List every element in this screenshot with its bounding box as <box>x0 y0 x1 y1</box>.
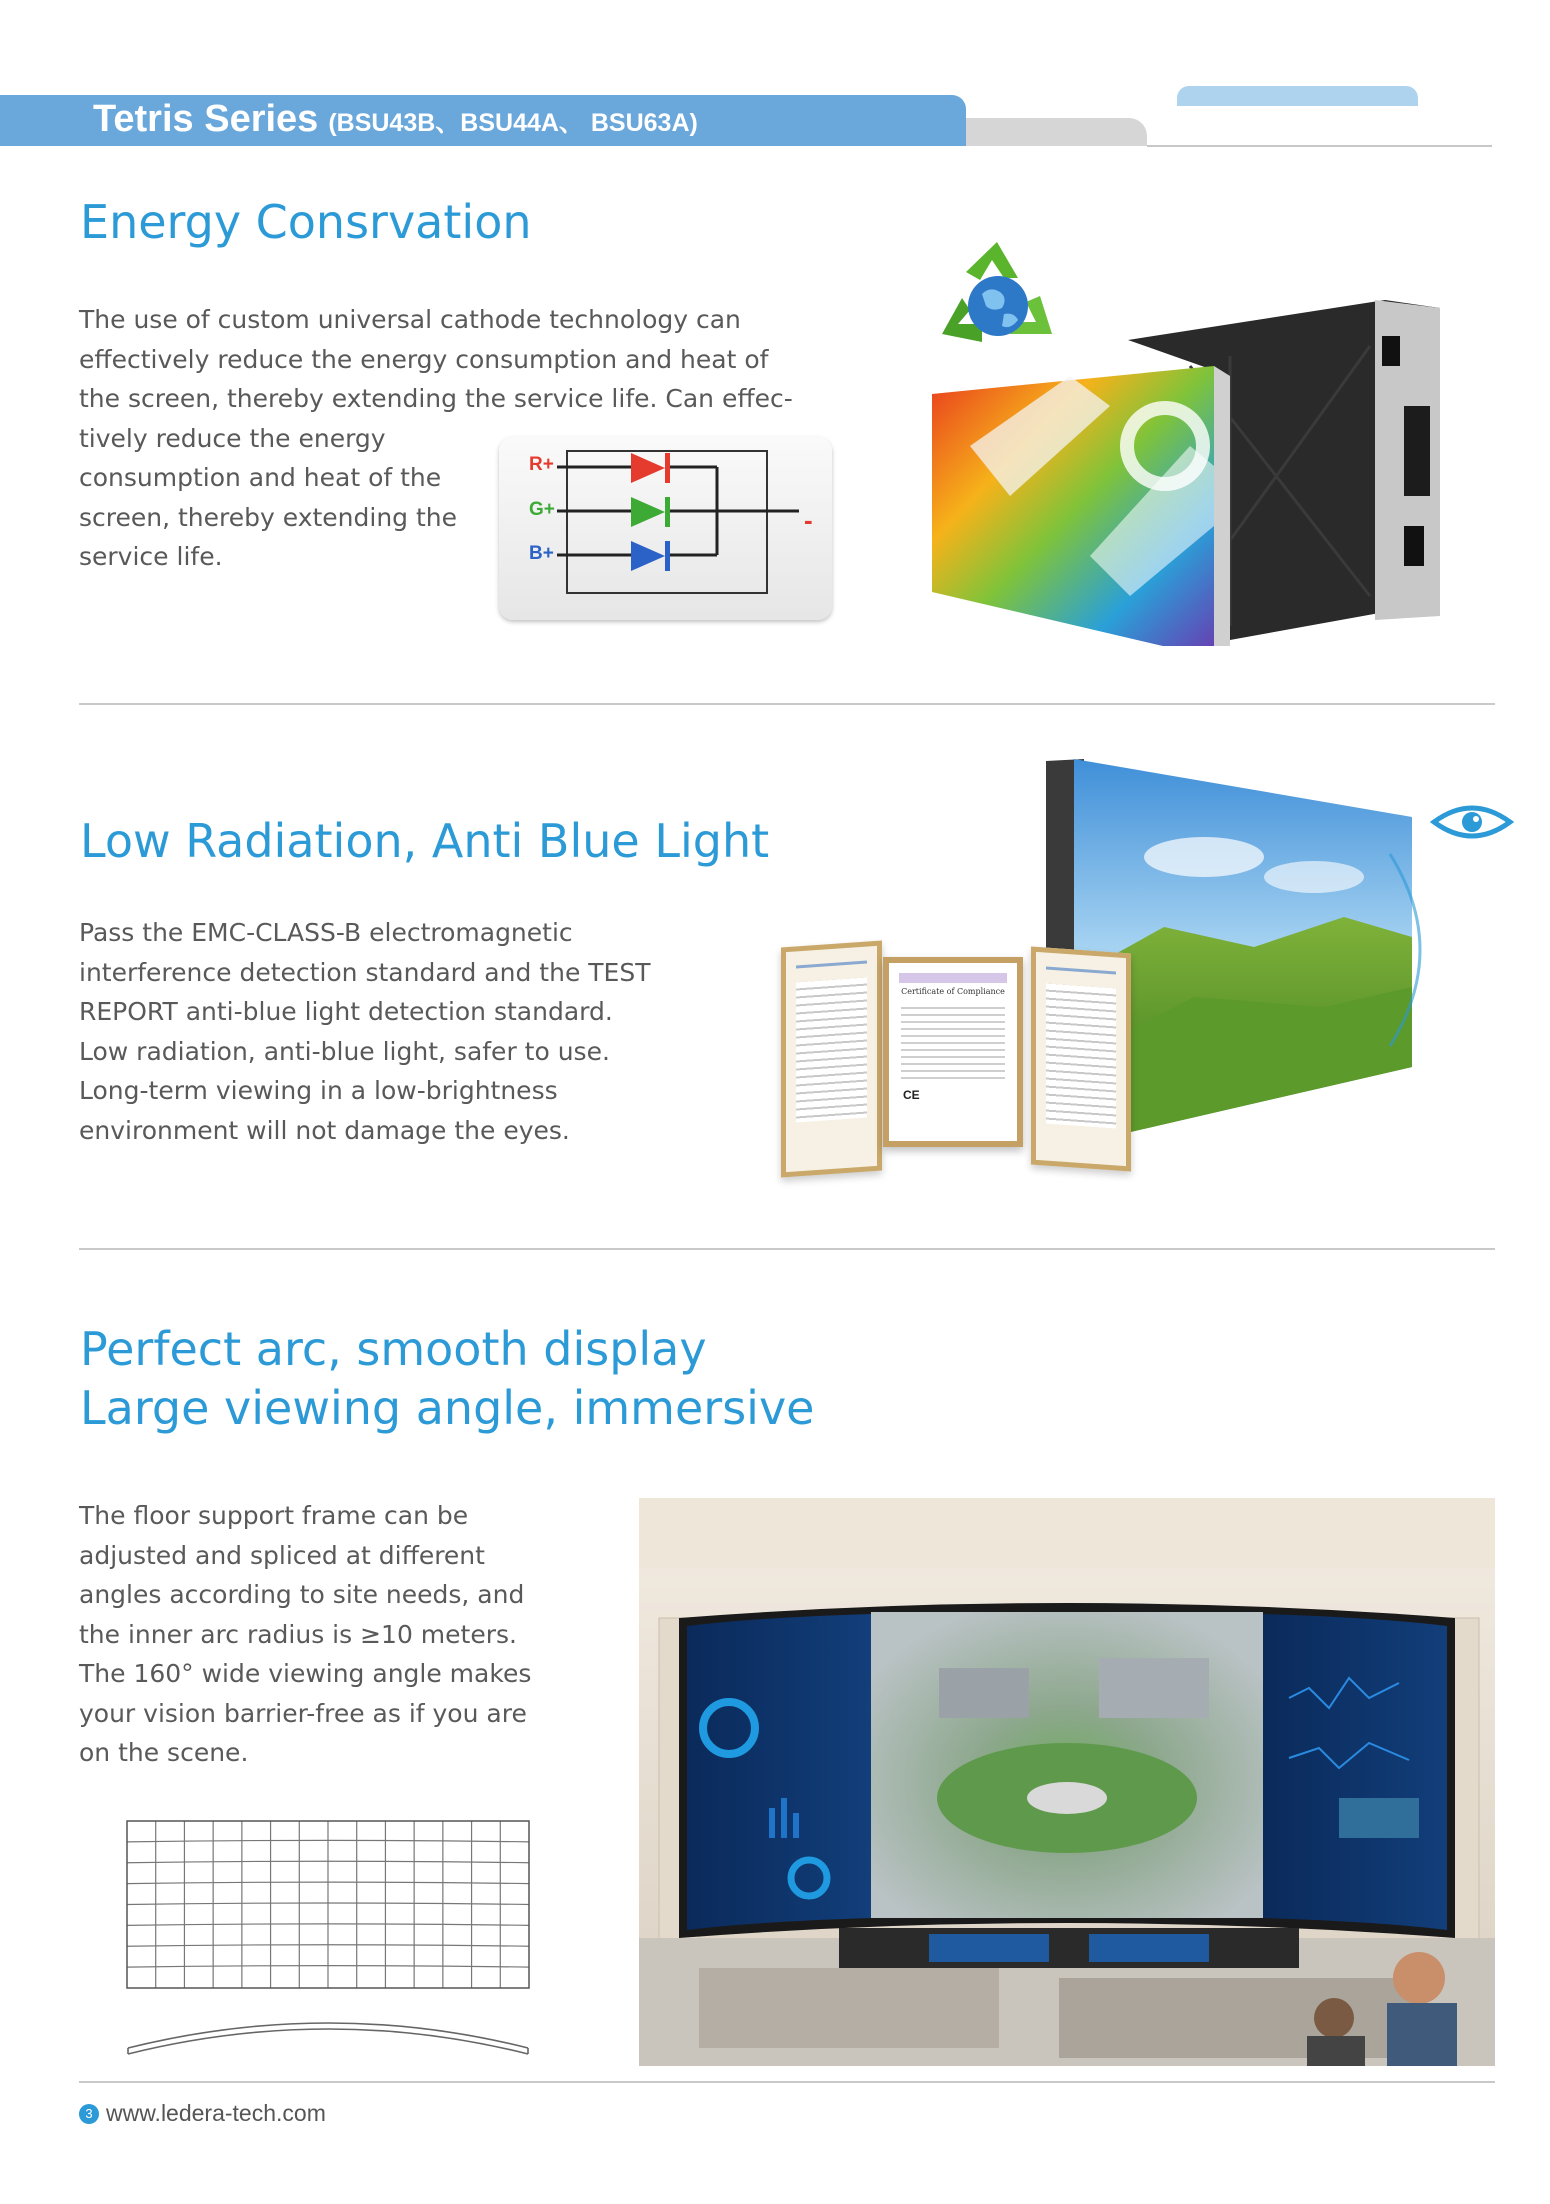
ce-mark: CE <box>903 1088 920 1102</box>
certificate-of-compliance <box>883 957 1023 1147</box>
body-line: The 160° wide viewing angle makes <box>79 1659 532 1688</box>
viewing-arc-icon <box>1382 850 1452 1050</box>
section-body-arc <box>79 1496 531 1773</box>
body-line: your vision barrier-free as if you are <box>79 1698 527 1728</box>
body-line: The floor support frame can be <box>79 1501 469 1530</box>
section-divider <box>79 1248 1495 1250</box>
arc-profile-icon <box>124 2002 534 2056</box>
body-line: angles according to site needs, and <box>79 1580 525 1609</box>
body-line: screen, thereby extending the <box>79 502 458 532</box>
section-body-radiation <box>79 913 650 1150</box>
cathode-circuit-icon <box>499 437 832 620</box>
title-line: Perfect arc, smooth display <box>80 1322 707 1376</box>
certificate-title: Certificate of Compliance <box>901 987 1005 996</box>
body-line: service life. <box>79 542 223 571</box>
led-cabinet-image <box>930 296 1445 646</box>
control-room-image <box>639 1498 1495 2066</box>
series-models: (BSU43B、BSU44A、 BSU63A) <box>328 109 698 137</box>
footer-url-link[interactable]: www.ledera-tech.com <box>106 2100 326 2126</box>
body-line: environment will not damage the eyes. <box>79 1115 570 1145</box>
test-report-left <box>781 940 882 1177</box>
eye-icon <box>1430 800 1515 845</box>
test-report-right <box>1031 947 1131 1172</box>
title-line: Large viewing angle, immersive <box>80 1381 815 1435</box>
body-line: Pass the EMC-CLASS-B electromagnetic <box>79 918 573 947</box>
section-title-arc <box>80 1320 814 1438</box>
common-cathode-diagram <box>499 437 832 620</box>
body-line: The use of custom universal cathode technology can <box>79 305 741 334</box>
body-line: on the scene. <box>79 1738 249 1767</box>
body-line: REPORT anti-blue light detection standard. <box>79 997 613 1026</box>
body-line: adjusted and spliced at different <box>79 1540 485 1570</box>
page-number-badge: 3 <box>79 2104 99 2124</box>
body-line: tively reduce the energy <box>79 423 386 453</box>
section-divider <box>79 703 1495 705</box>
label-g-plus: G+ <box>529 499 555 520</box>
body-line: interference detection standard and the TEST <box>79 957 651 987</box>
label-minus: - <box>804 505 813 535</box>
section-title-energy: Energy Consrvation <box>80 195 532 249</box>
body-line: the inner arc radius is ≥10 meters. <box>79 1619 517 1649</box>
curved-grid-icon <box>124 1818 534 1993</box>
body-line: effectively reduce the energy consumption and heat of <box>79 344 769 374</box>
series-title <box>93 98 698 141</box>
section-title-radiation: Low Radiation, Anti Blue Light <box>80 814 770 868</box>
footer-rule <box>79 2081 1495 2083</box>
body-line: Long-term viewing in a low-brightness <box>79 1076 558 1105</box>
series-name: Tetris Series <box>93 98 319 140</box>
label-b-plus: B+ <box>529 543 554 564</box>
body-line: Low radiation, anti-blue light, safer to use. <box>79 1036 610 1066</box>
header-rule <box>1147 145 1492 147</box>
body-line: consumption and heat of the <box>79 463 442 492</box>
header-tab <box>1177 86 1418 106</box>
label-r-plus: R+ <box>529 454 554 475</box>
body-line: the screen, thereby extending the service life. Can effec- <box>79 384 793 413</box>
